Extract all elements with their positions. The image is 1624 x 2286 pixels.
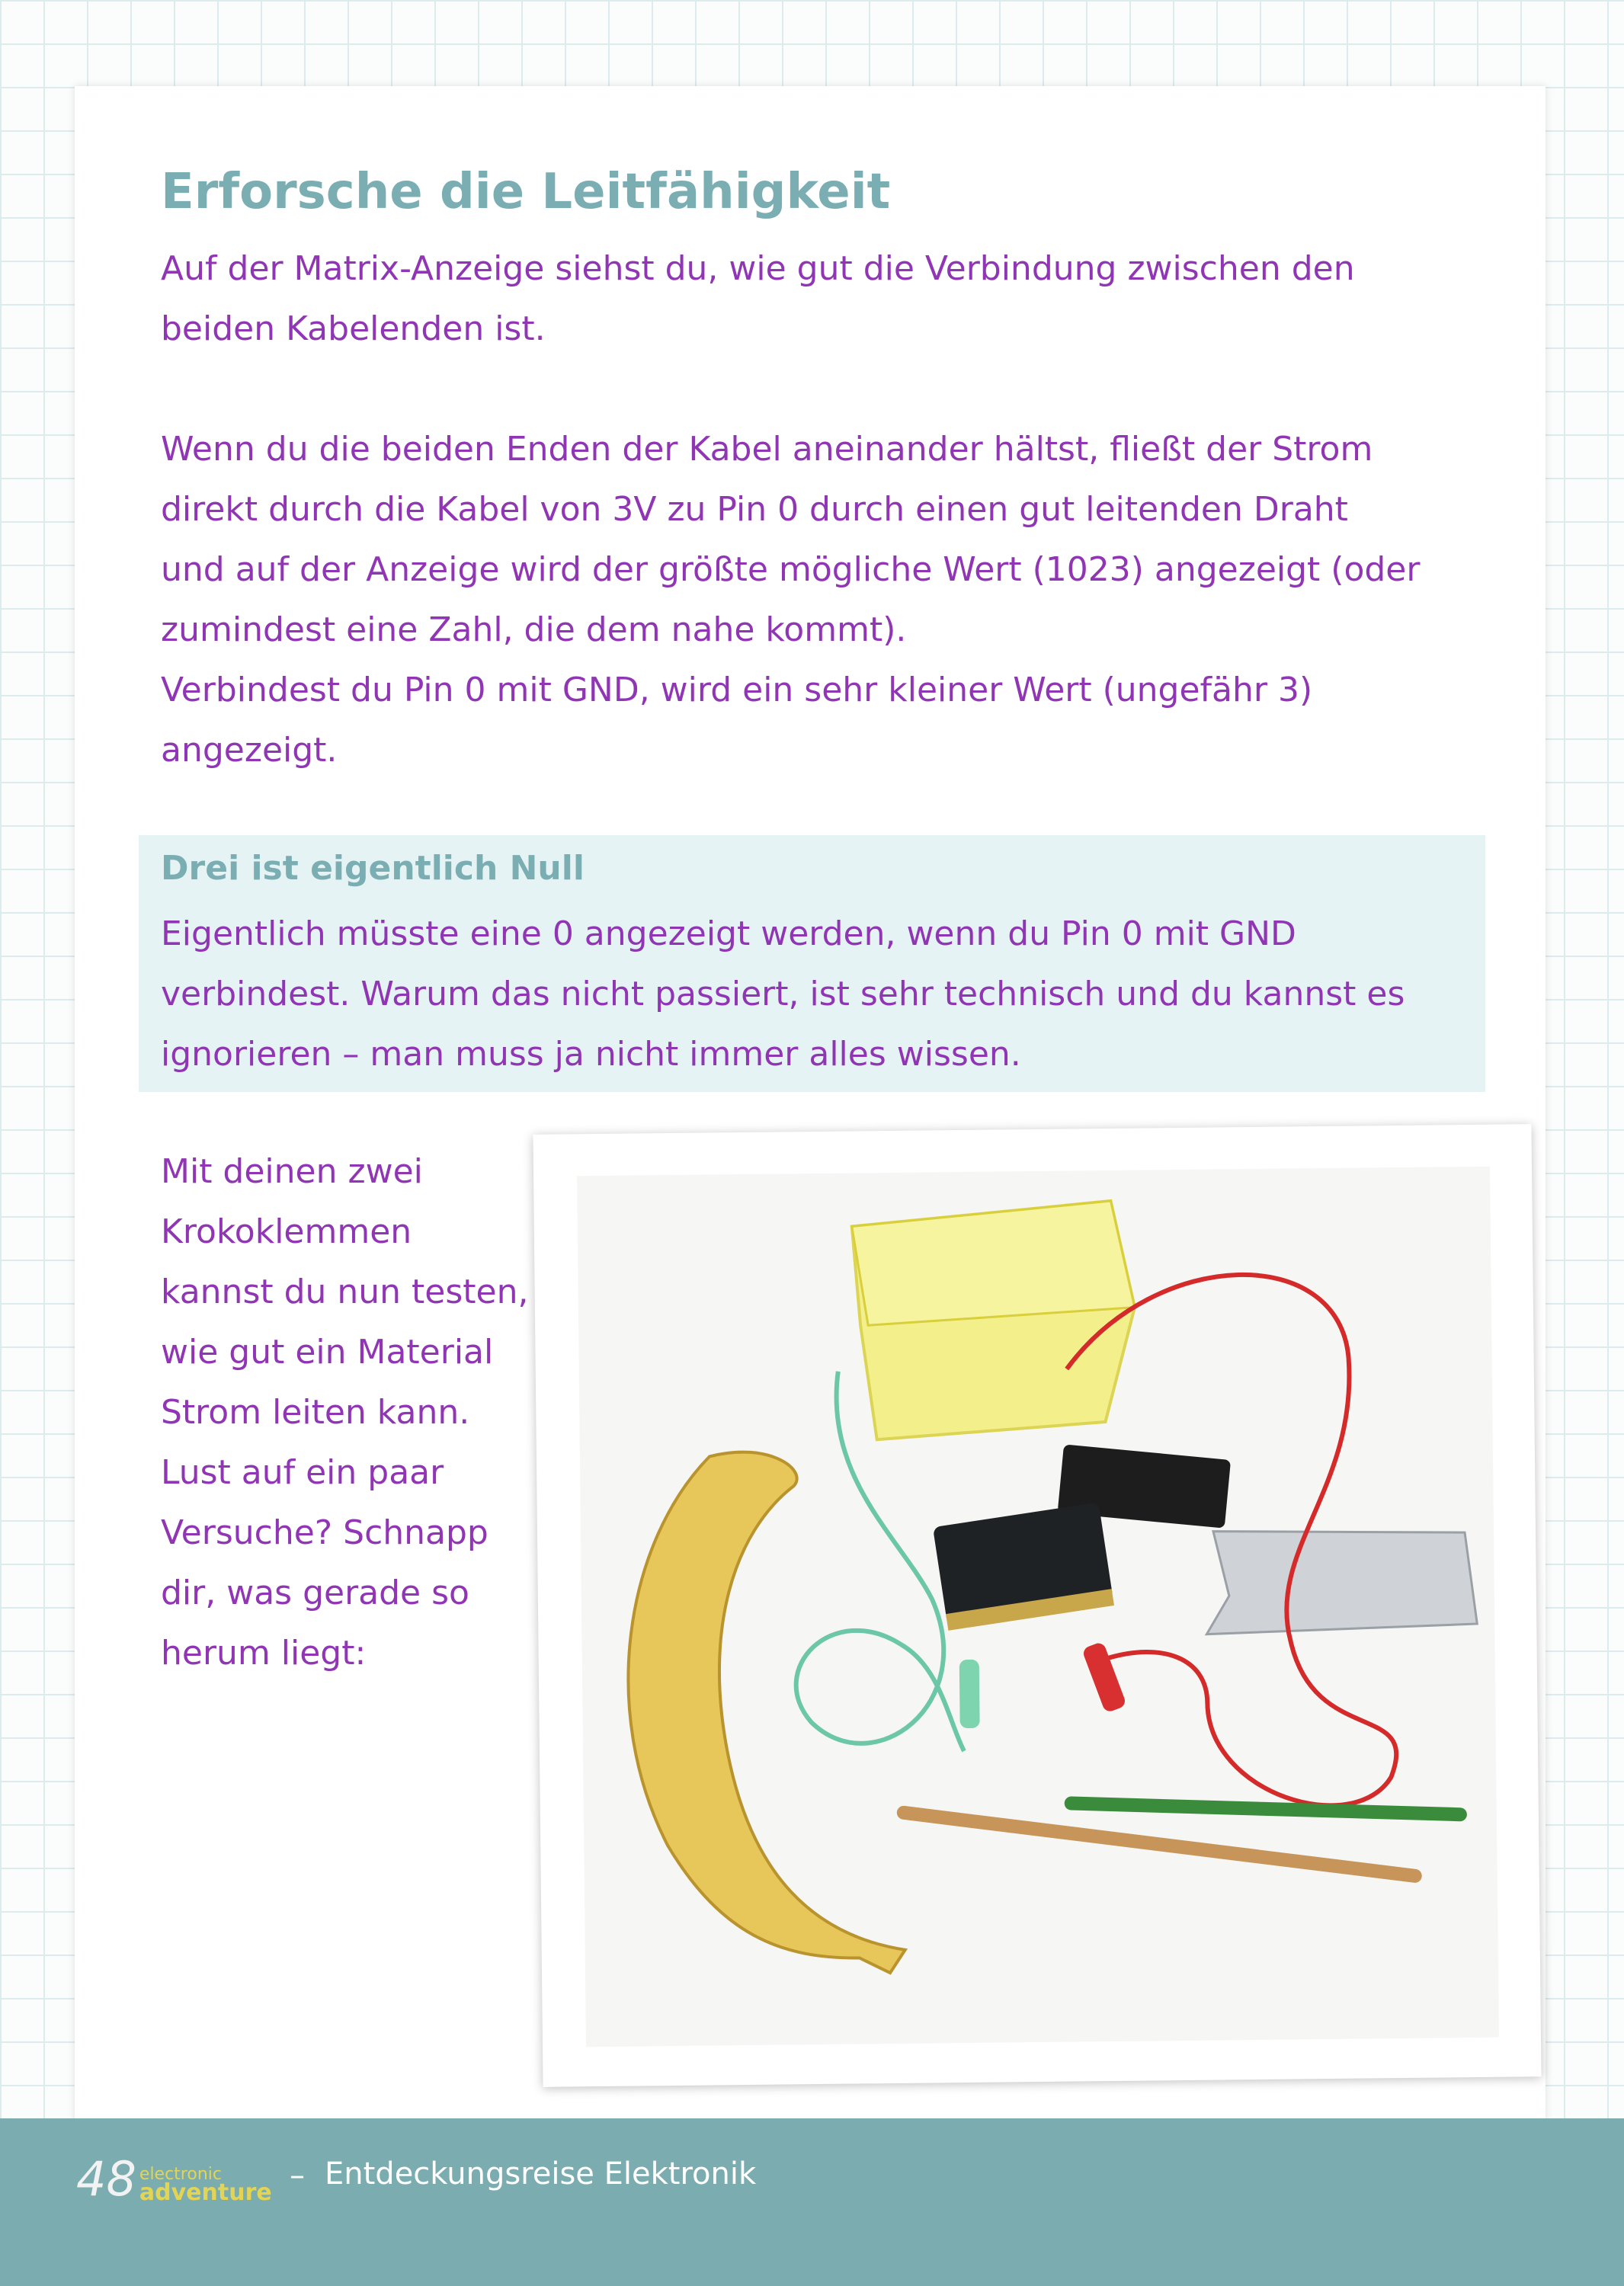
green-pencil	[1071, 1799, 1460, 1818]
callout-title: Drei ist eigentlich Null	[161, 849, 585, 888]
wooden-pencil	[904, 1807, 1415, 1881]
logo-big-text: adventure	[139, 2179, 272, 2206]
text-line: Versuche? Schnapp	[161, 1513, 488, 1552]
text-line: Krokoklemmen	[161, 1212, 412, 1251]
yellow-box	[851, 1201, 1136, 1440]
banana	[626, 1450, 905, 1975]
page-title: Erforsche die Leitfähigkeit	[161, 164, 891, 220]
text-line: herum liegt:	[161, 1634, 367, 1673]
text-line: direkt durch die Kabel von 3V zu Pin 0 durch einen gut leitenden Draht	[161, 490, 1348, 529]
aluminium-foil	[1206, 1529, 1477, 1634]
text-line: Lust auf ein paar	[161, 1453, 444, 1492]
photo-frame	[533, 1124, 1541, 2087]
logo-small-text: electronic	[139, 2165, 222, 2184]
electronic-adventure-logo	[76, 2151, 272, 2207]
side-text	[161, 1141, 529, 1683]
microbit-board	[933, 1502, 1115, 1631]
text-line: Mit deinen zwei	[161, 1152, 423, 1191]
footer-separator: –	[290, 2158, 305, 2193]
text-line: Strom leiten kann.	[161, 1393, 470, 1432]
info-callout	[139, 835, 1485, 1092]
callout-text	[161, 904, 1405, 1084]
book-title: Entdeckungsreise Elektronik	[325, 2156, 757, 2192]
text-line: ignorieren – man muss ja nicht immer alles wissen.	[161, 1035, 1021, 1074]
text-line: Auf der Matrix-Anzeige siehst du, wie gut die Verbindung zwischen den	[161, 249, 1355, 288]
green-clip	[959, 1660, 980, 1728]
text-line: Verbindest du Pin 0 mit GND, wird ein sehr kleiner Wert (ungefähr 3)	[161, 671, 1313, 709]
text-line: und auf der Anzeige wird der größte mögliche Wert (1023) angezeigt (oder	[161, 550, 1421, 589]
text-line: beiden Kabelenden ist.	[161, 309, 546, 348]
text-line: dir, was gerade so	[161, 1574, 469, 1612]
text-line: zumindest eine Zahl, die dem nahe kommt).	[161, 610, 907, 649]
red-clip	[1081, 1641, 1127, 1714]
page-number: 48	[76, 2151, 136, 2207]
text-line: kannst du nun testen,	[161, 1273, 529, 1311]
intro-paragraph	[161, 239, 1355, 359]
text-line: angezeigt.	[161, 731, 338, 770]
text-line: verbindest. Warum das nicht passiert, ist sehr technisch und du kannst es	[161, 975, 1405, 1013]
text-line: wie gut ein Material	[161, 1333, 494, 1372]
footer	[0, 2118, 1624, 2286]
text-line: Eigentlich müsste eine 0 angezeigt werden, wenn du Pin 0 mit GND	[161, 914, 1296, 953]
text-line: Wenn du die beiden Enden der Kabel aneinander hältst, fließt der Strom	[161, 430, 1373, 469]
experiment-photo	[577, 1167, 1499, 2047]
explanation-paragraph	[161, 419, 1420, 780]
experiment-illustration	[577, 1167, 1499, 2047]
